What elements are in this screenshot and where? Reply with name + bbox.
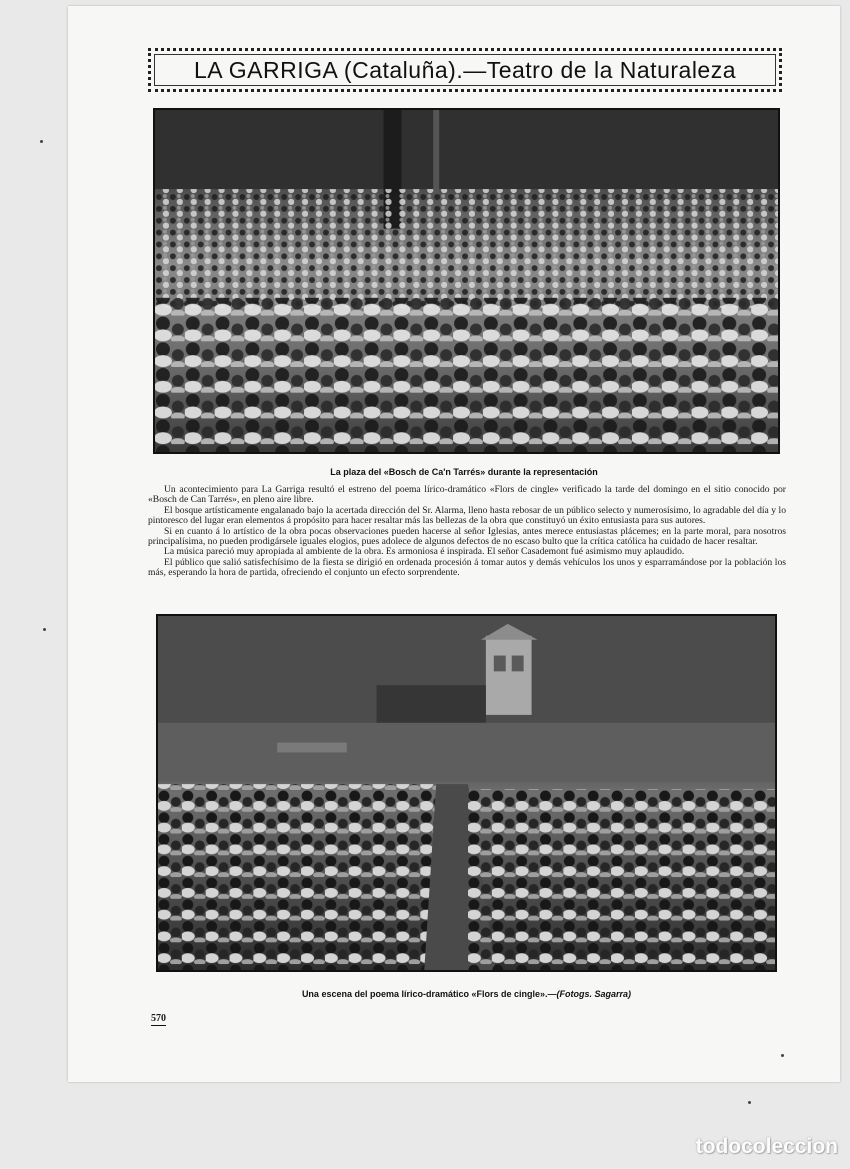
speck bbox=[40, 140, 43, 143]
performance-photo-image bbox=[158, 616, 775, 970]
page-number: 570 bbox=[151, 1013, 166, 1024]
performance-photo bbox=[156, 614, 777, 972]
speck bbox=[781, 1054, 784, 1057]
crowd-photo-image bbox=[155, 110, 778, 452]
speck bbox=[748, 1101, 751, 1104]
photo2-caption bbox=[156, 989, 777, 999]
article-paragraph: El público que salió satisfechísimo de la fiesta se dirigió en ordenada procesión á tomar autos y demás vehículos los unos y esparramándose por la población los más, esperando la hora de partida, ofreciendo el conjunto un efecto sorprendente. bbox=[148, 556, 786, 579]
photo-credit: —(Fotogs. Sagarra) bbox=[547, 989, 632, 999]
article-body bbox=[148, 485, 786, 579]
page-title: LA GARRIGA (Cataluña).—Teatro de la Naturaleza bbox=[193, 56, 737, 83]
article-paragraph: Un acontecimiento para La Garriga resultó el estreno del poema lírico-dramático «Flors de cingle» verificado la tarde del domingo en el sitio conocido por «Bosch de Can Tarrés», en pleno aire libre. bbox=[148, 484, 786, 506]
article-paragraph: El bosque artísticamente engalanado bajo la acertada dirección del Sr. Alarma, lleno hasta rebosar de un público selecto y numerosísimo, lo agradable del día y lo pintoresco del lugar eran elementos á propósito para hacer resaltar más las bellezas de la obra que constituyó un éxito entusiasta para sus autores. bbox=[148, 504, 786, 527]
speck bbox=[43, 628, 46, 631]
photo2-caption-text: Una escena del poema lírico-dramático «Flors de cingle». bbox=[301, 989, 548, 999]
article-paragraph: Si en cuanto á lo artístico de la obra pocas observaciones pueden hacerse al señor Iglesias, antes merece entusiastas plácemes; en la parte moral, para nosotros principalísima, no pueden prodigársele iguales elogios, pues adolece de algunos defectos de no escaso bulto que la crítica católica ha cuidado de hacer resaltar. bbox=[148, 525, 786, 548]
watermark-logo: todocoleccion bbox=[695, 1135, 838, 1158]
title-frame bbox=[148, 48, 782, 92]
photo1-caption: La plaza del «Bosch de Ca'n Tarrés» durante la representación bbox=[330, 467, 598, 477]
article-paragraph: La música pareció muy apropiada al ambiente de la obra. Es armoniosa é inspirada. El señor Casademont fué asimismo muy aplaudido. bbox=[164, 546, 685, 558]
crowd-photo bbox=[153, 108, 780, 454]
